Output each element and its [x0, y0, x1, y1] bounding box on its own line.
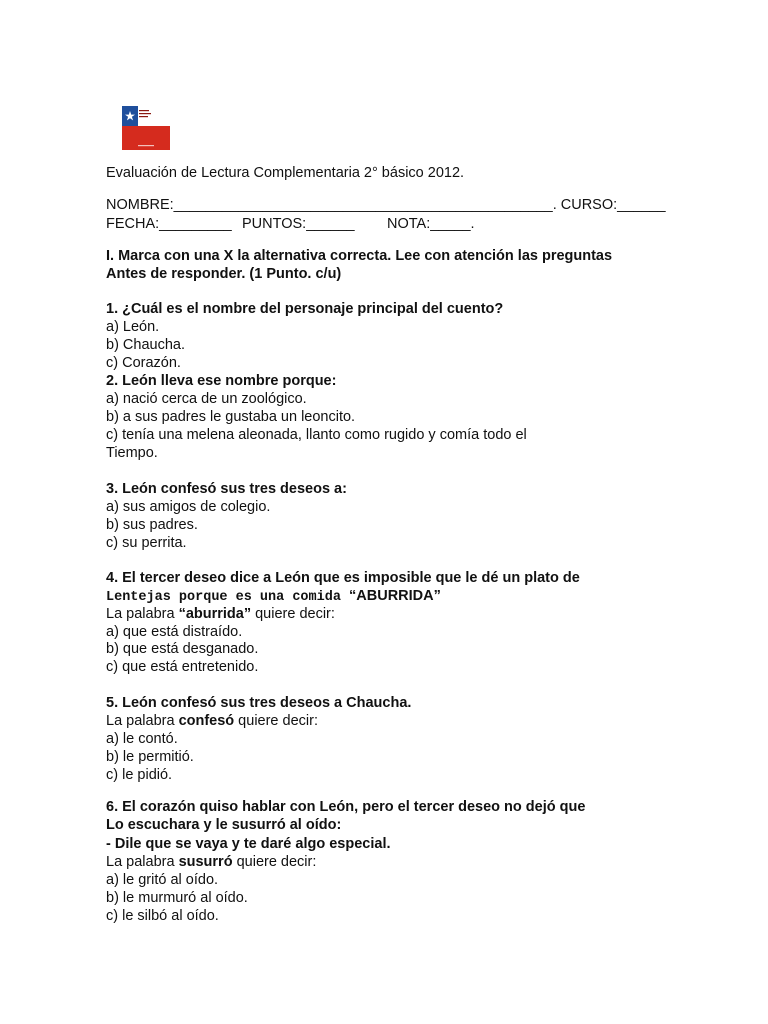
nombre-curso-field[interactable]: NOMBRE:_______________________________________________. CURSO:______ — [106, 197, 666, 213]
q5-option-c[interactable]: c) le pidió. — [106, 767, 173, 783]
q2-option-c[interactable]: c) tenía una melena aleonada, llanto como rugido y comía todo el — [106, 427, 527, 443]
q1-option-a[interactable]: a) León. — [106, 319, 160, 335]
q6-option-a[interactable]: a) le gritó al oído. — [106, 872, 219, 888]
q3-option-a[interactable]: a) sus amigos de colegio. — [106, 499, 271, 515]
q3-option-b[interactable]: b) sus padres. — [106, 517, 198, 533]
question-2: 2. León lleva ese nombre porque: — [106, 373, 337, 389]
q3-option-c[interactable]: c) su perrita. — [106, 535, 187, 551]
q6-option-c[interactable]: c) le silbó al oído. — [106, 908, 219, 924]
q4-aburrida-caps: “ABURRIDA” — [349, 588, 441, 604]
q4-option-c[interactable]: c) que está entretenido. — [106, 659, 259, 675]
instructions-line-1: I. Marca con una X la alternativa correcta. Lee con atención las preguntas — [106, 248, 613, 264]
q5-stem — [106, 712, 318, 730]
q5-option-a[interactable]: a) le contó. — [106, 731, 178, 747]
q5-option-b[interactable]: b) le permitió. — [106, 749, 194, 765]
q1-option-c[interactable]: c) Corazón. — [106, 355, 181, 371]
q1-option-b[interactable]: b) Chaucha. — [106, 337, 185, 353]
q4-stem-pre: La palabra — [106, 606, 179, 622]
q5-stem-post: quiere decir: — [234, 713, 318, 729]
question-4-line-1: 4. El tercer deseo dice a León que es imposible que le dé un plato de — [106, 570, 580, 586]
question-4-line-2 — [106, 587, 441, 607]
question-1: 1. ¿Cuál es el nombre del personaje principal del cuento? — [106, 301, 504, 317]
question-5: 5. León confesó sus tres deseos a Chaucha. — [106, 695, 412, 711]
question-6-line-3: - Dile que se vaya y te daré algo especial. — [106, 836, 391, 852]
document-title: Evaluación de Lectura Complementaria 2° básico 2012. — [106, 165, 465, 181]
instructions-line-2: Antes de responder. (1 Punto. c/u) — [106, 266, 342, 282]
q6-stem-word: susurró — [178, 854, 233, 870]
q4-option-b[interactable]: b) que está desganado. — [106, 641, 259, 657]
q4-stem-post: quiere decir: — [251, 606, 335, 622]
logo-red-field — [122, 126, 170, 150]
q4-line-2-text: Lentejas porque es una comida — [106, 590, 350, 605]
q6-stem — [106, 853, 316, 871]
q2-option-c-continued: Tiempo. — [106, 445, 158, 461]
q4-option-a[interactable]: a) que está distraído. — [106, 624, 243, 640]
q2-option-a[interactable]: a) nació cerca de un zoológico. — [106, 391, 307, 407]
q6-option-b[interactable]: b) le murmuró al oído. — [106, 890, 248, 906]
q4-stem — [106, 605, 335, 623]
q4-stem-word: “aburrida” — [178, 606, 252, 622]
q5-stem-word: confesó — [178, 713, 235, 729]
q2-option-b[interactable]: b) a sus padres le gustaba un leoncito. — [106, 409, 356, 425]
q5-stem-pre: La palabra — [106, 713, 179, 729]
q6-stem-pre: La palabra — [106, 854, 179, 870]
question-6-line-1: 6. El corazón quiso hablar con León, pero el tercer deseo no dejó que — [106, 799, 586, 815]
question-6-line-2: Lo escuchara y le susurró al oído: — [106, 817, 342, 833]
puntos-field[interactable]: PUNTOS:______ — [242, 216, 355, 232]
fecha-field[interactable]: FECHA:_________ — [106, 216, 232, 232]
q6-stem-post: quiere decir: — [232, 854, 317, 870]
nota-field[interactable]: NOTA:_____. — [387, 216, 475, 232]
gobierno-de-chile-logo — [122, 106, 170, 150]
question-3: 3. León confesó sus tres deseos a: — [106, 481, 347, 497]
